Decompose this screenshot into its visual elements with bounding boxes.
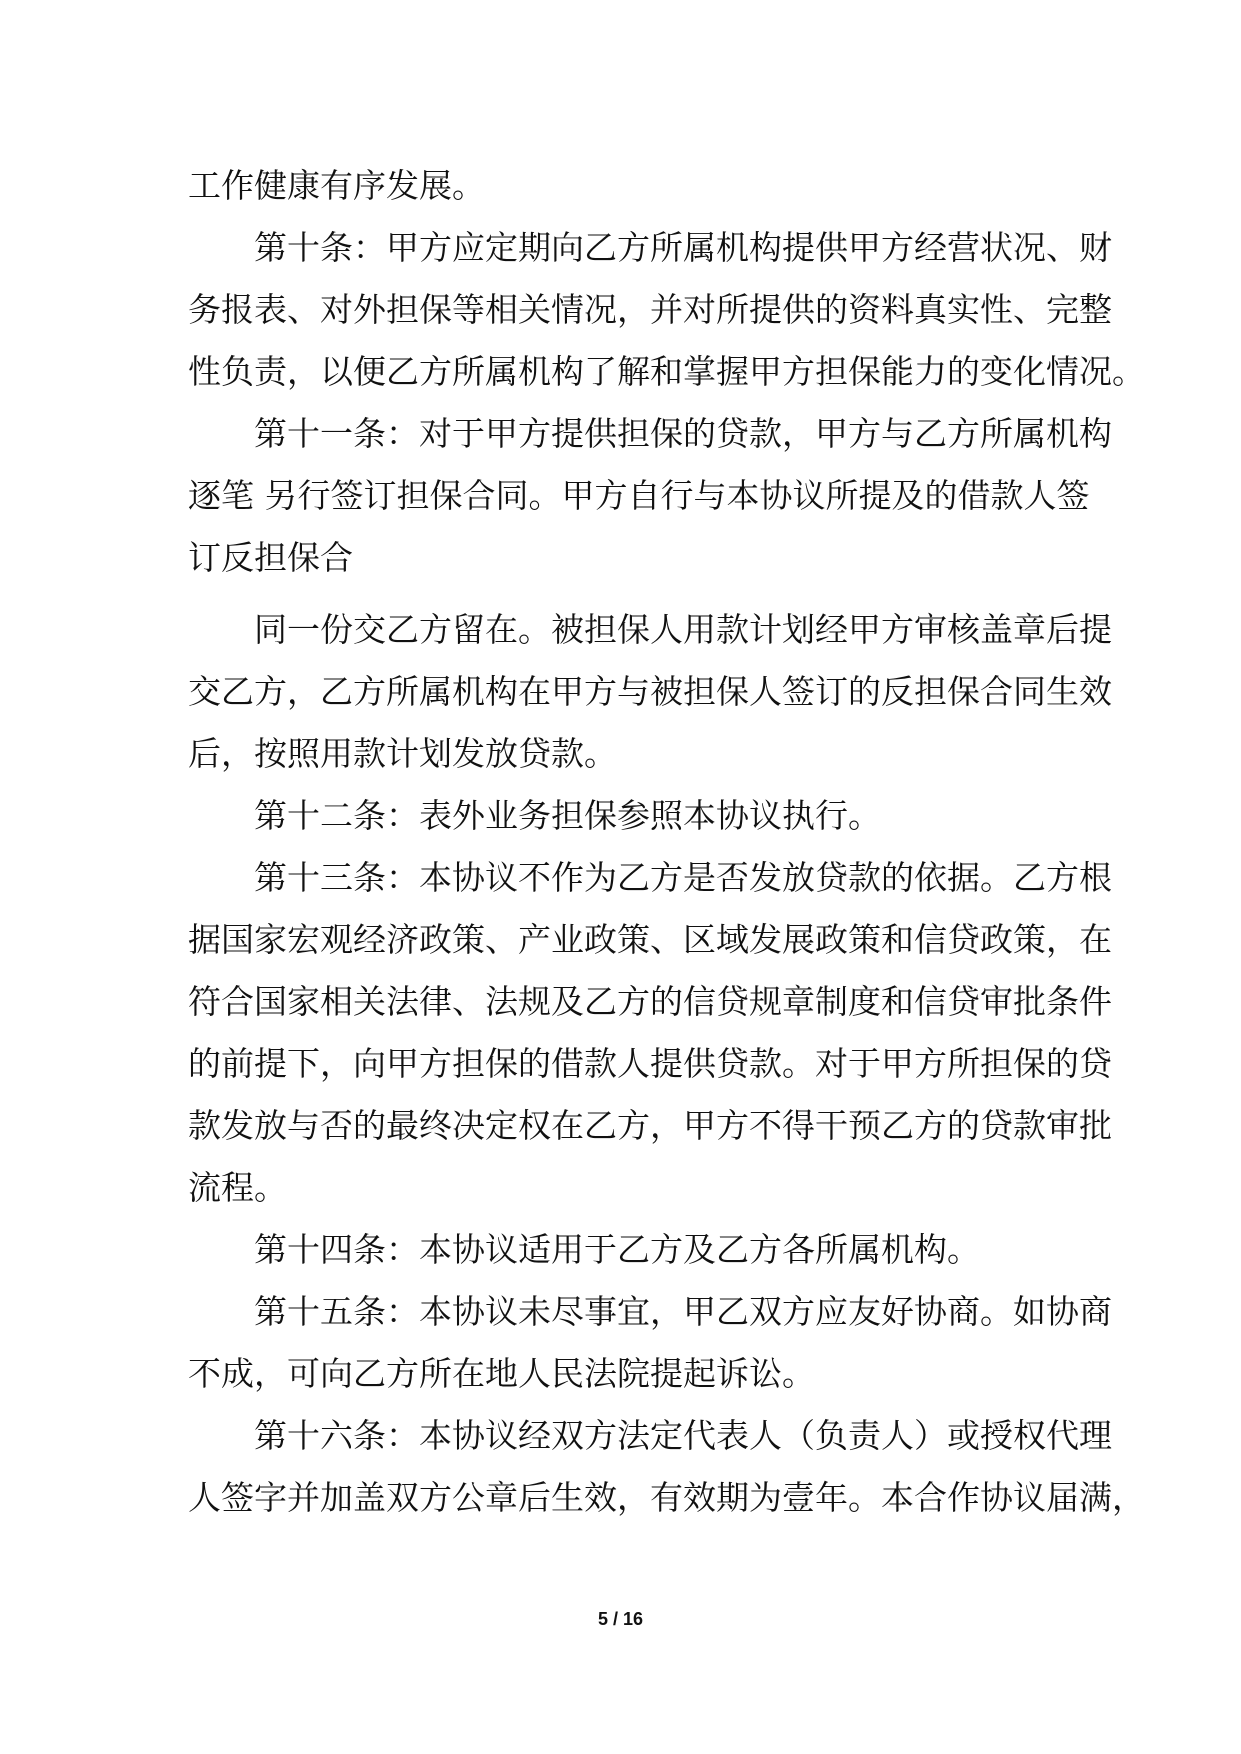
text-line: 第十二条：表外业务担保参照本协议执行。 — [254, 796, 881, 835]
body-text — [188, 155, 1145, 1529]
text-line: 据国家宏观经济政策、产业政策、区域发展政策和信贷政策，在 — [188, 920, 1112, 959]
text-line: 后，按照用款计划发放贷款。 — [188, 734, 617, 773]
text-line: 符合国家相关法律、法规及乙方的信贷规章制度和信贷审批条件 — [188, 982, 1112, 1021]
text-line: 款发放与否的最终决定权在乙方，甲方不得干预乙方的贷款审批 — [188, 1106, 1112, 1145]
page-number: 5 / 16 — [597, 1609, 644, 1629]
text-line: 订反担保合 — [188, 538, 353, 577]
text-line: 不成，可向乙方所在地人民法院提起诉讼。 — [188, 1354, 815, 1393]
text-line: 第十四条：本协议适用于乙方及乙方各所属机构。 — [254, 1230, 980, 1269]
text-line: 人签字并加盖双方公章后生效，有效期为壹年。本合作协议届满， — [188, 1478, 1145, 1517]
text-line: 第十条：甲方应定期向乙方所属机构提供甲方经营状况、财 — [254, 228, 1112, 267]
text-line: 交乙方，乙方所属机构在甲方与被担保人签订的反担保合同生效 — [188, 672, 1112, 711]
text-line: 逐笔 另行签订担保合同。甲方自行与本协议所提及的借款人签 — [188, 476, 1090, 515]
text-line: 第十三条：本协议不作为乙方是否发放贷款的依据。乙方根 — [254, 858, 1112, 897]
text-line: 务报表、对外担保等相关情况，并对所提供的资料真实性、完整 — [188, 290, 1112, 329]
text-line: 工作健康有序发展。 — [188, 166, 485, 205]
text-line: 第十一条：对于甲方提供担保的贷款，甲方与乙方所属机构 — [254, 414, 1112, 453]
text-line: 流程。 — [188, 1168, 287, 1207]
text-line: 第十五条：本协议未尽事宜，甲乙双方应友好协商。如协商 — [254, 1292, 1112, 1331]
text-line: 第十六条：本协议经双方法定代表人（负责人）或授权代理 — [254, 1416, 1112, 1455]
text-line: 的前提下，向甲方担保的借款人提供贷款。对于甲方所担保的贷 — [188, 1044, 1112, 1083]
text-line: 同一份交乙方留在。被担保人用款计划经甲方审核盖章后提 — [254, 610, 1112, 649]
text-line: 性负责，以便乙方所属机构了解和掌握甲方担保能力的变化情况。 — [188, 352, 1145, 391]
